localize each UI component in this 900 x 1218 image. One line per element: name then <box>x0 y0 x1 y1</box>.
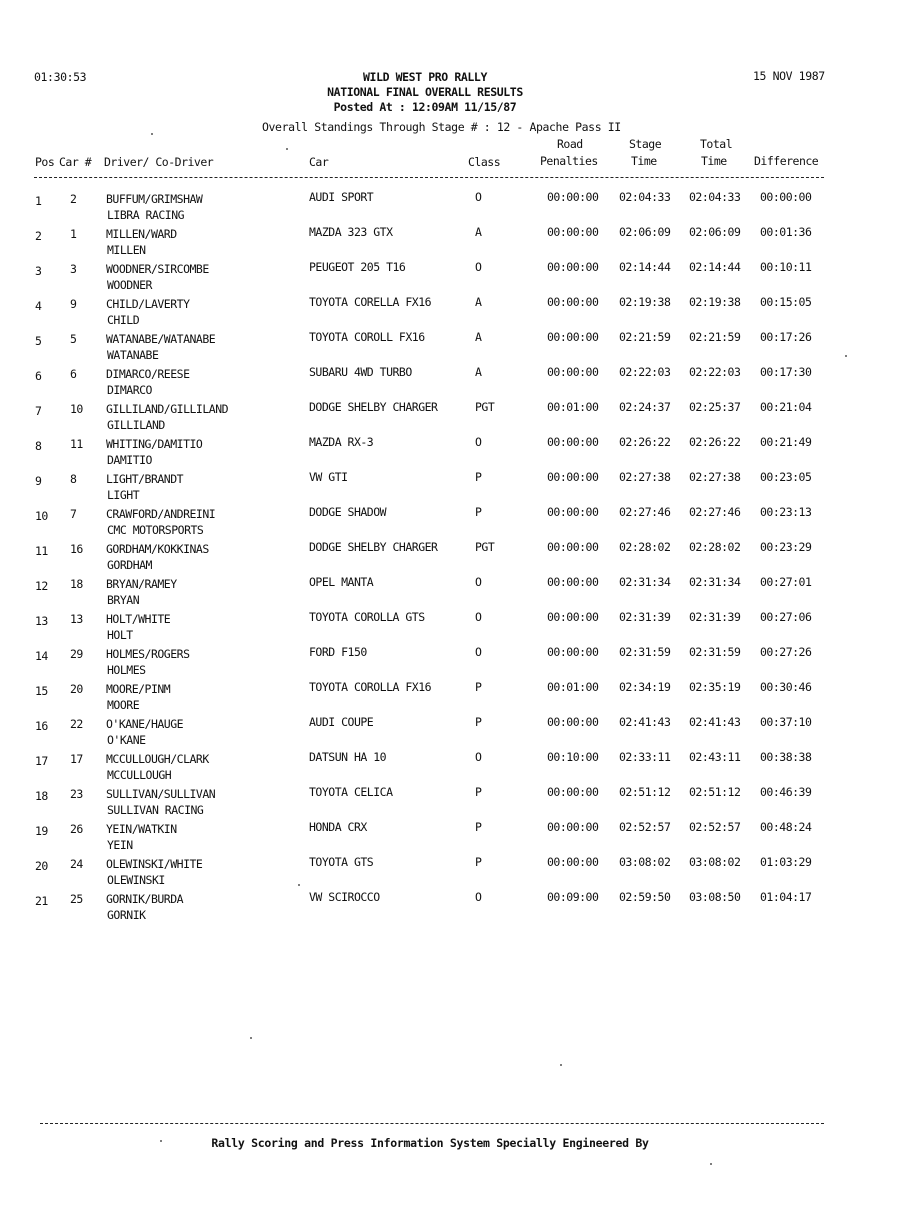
table-row <box>0 852 900 887</box>
table-row <box>0 187 900 222</box>
class-cell: O <box>475 750 482 764</box>
car-model-cell: FORD F150 <box>309 645 367 659</box>
table-row <box>0 502 900 537</box>
difference-cell: 00:23:05 <box>760 470 812 484</box>
class-cell: O <box>475 435 482 449</box>
penalties-cell: 00:00:00 <box>547 225 599 239</box>
report-subtitle: NATIONAL FINAL OVERALL RESULTS <box>327 85 523 99</box>
print-date: 15 NOV 1987 <box>753 69 825 83</box>
difference-cell: 00:37:10 <box>760 715 812 729</box>
class-cell: P <box>475 820 482 834</box>
stage-time-cell: 02:41:43 <box>619 715 671 729</box>
car-model-cell: DATSUN HA 10 <box>309 750 387 764</box>
total-time-cell: 02:41:43 <box>689 715 741 729</box>
class-cell: P <box>475 470 482 484</box>
car-model-cell: AUDI COUPE <box>309 715 374 729</box>
car-number-cell: 13 <box>70 612 83 626</box>
col-car: Car <box>309 155 329 169</box>
driver-cell: CRAWFORD/ANDREINI <box>106 507 216 521</box>
team-cell: GORDHAM <box>107 558 152 572</box>
scan-speck <box>560 1064 562 1066</box>
driver-cell: CHILD/LAVERTY <box>106 297 190 311</box>
col-penalties-top: Road <box>557 137 583 151</box>
penalties-cell: 00:00:00 <box>547 365 599 379</box>
pos-cell: 5 <box>35 334 42 348</box>
car-model-cell: TOYOTA COROLL FX16 <box>309 330 425 344</box>
total-time-cell: 02:31:39 <box>689 610 741 624</box>
difference-cell: 00:46:39 <box>760 785 812 799</box>
report-title: WILD WEST PRO RALLY <box>363 70 487 84</box>
class-cell: O <box>475 260 482 274</box>
table-row <box>0 397 900 432</box>
driver-cell: MCCULLOUGH/CLARK <box>106 752 209 766</box>
class-cell: P <box>475 680 482 694</box>
class-cell: O <box>475 575 482 589</box>
stage-time-cell: 02:27:46 <box>619 505 671 519</box>
driver-cell: BUFFUM/GRIMSHAW <box>106 192 203 206</box>
car-number-cell: 10 <box>70 402 83 416</box>
stage-time-cell: 02:34:19 <box>619 680 671 694</box>
team-cell: WOODNER <box>107 278 152 292</box>
footer-credit: Rally Scoring and Press Information System Specially Engineered By <box>211 1136 649 1150</box>
team-cell: LIGHT <box>107 488 140 502</box>
driver-cell: YEIN/WATKIN <box>106 822 177 836</box>
car-number-cell: 17 <box>70 752 83 766</box>
difference-cell: 00:27:06 <box>760 610 812 624</box>
pos-cell: 14 <box>35 649 48 663</box>
scan-speck <box>160 1140 162 1142</box>
team-cell: GILLILAND <box>107 418 165 432</box>
col-pos: Pos <box>35 155 55 169</box>
posted-at: Posted At : 12:09AM 11/15/87 <box>333 100 517 114</box>
total-time-cell: 02:27:38 <box>689 470 741 484</box>
total-time-cell: 02:06:09 <box>689 225 741 239</box>
penalties-cell: 00:00:00 <box>547 505 599 519</box>
car-model-cell: PEUGEOT 205 T16 <box>309 260 406 274</box>
table-row <box>0 887 900 922</box>
car-number-cell: 18 <box>70 577 83 591</box>
table-row <box>0 712 900 747</box>
col-total-top: Total <box>700 137 733 151</box>
penalties-cell: 00:00:00 <box>547 295 599 309</box>
col-difference: Difference <box>754 154 819 168</box>
difference-cell: 00:23:13 <box>760 505 812 519</box>
car-model-cell: AUDI SPORT <box>309 190 374 204</box>
print-time: 01:30:53 <box>34 70 87 84</box>
difference-cell: 00:01:36 <box>760 225 812 239</box>
col-stage-top: Stage <box>629 137 662 151</box>
stage-time-cell: 02:59:50 <box>619 890 671 904</box>
penalties-cell: 00:00:00 <box>547 190 599 204</box>
stage-time-cell: 02:06:09 <box>619 225 671 239</box>
col-class: Class <box>468 155 501 169</box>
pos-cell: 8 <box>35 439 42 453</box>
difference-cell: 00:10:11 <box>760 260 812 274</box>
class-cell: O <box>475 610 482 624</box>
difference-cell: 00:30:46 <box>760 680 812 694</box>
table-row <box>0 222 900 257</box>
driver-cell: GORDHAM/KOKKINAS <box>106 542 209 556</box>
team-cell: BRYAN <box>107 593 140 607</box>
team-cell: MILLEN <box>107 243 146 257</box>
team-cell: O'KANE <box>107 733 146 747</box>
car-number-cell: 22 <box>70 717 83 731</box>
car-model-cell: HONDA CRX <box>309 820 367 834</box>
car-model-cell: TOYOTA COROLLA FX16 <box>309 680 432 694</box>
total-time-cell: 02:28:02 <box>689 540 741 554</box>
team-cell: CMC MOTORSPORTS <box>107 523 204 537</box>
difference-cell: 01:03:29 <box>760 855 812 869</box>
car-model-cell: TOYOTA CORELLA FX16 <box>309 295 432 309</box>
col-total-bottom: Time <box>701 154 727 168</box>
class-cell: O <box>475 645 482 659</box>
stage-time-cell: 02:26:22 <box>619 435 671 449</box>
team-cell: CHILD <box>107 313 140 327</box>
penalties-cell: 00:09:00 <box>547 890 599 904</box>
pos-cell: 9 <box>35 474 42 488</box>
penalties-cell: 00:00:00 <box>547 540 599 554</box>
title-block <box>250 70 600 115</box>
difference-cell: 01:04:17 <box>760 890 812 904</box>
penalties-cell: 00:00:00 <box>547 435 599 449</box>
driver-cell: O'KANE/HAUGE <box>106 717 184 731</box>
driver-cell: BRYAN/RAMEY <box>106 577 177 591</box>
class-cell: P <box>475 785 482 799</box>
difference-cell: 00:23:29 <box>760 540 812 554</box>
difference-cell: 00:17:30 <box>760 365 812 379</box>
car-model-cell: OPEL MANTA <box>309 575 374 589</box>
table-row <box>0 817 900 852</box>
table-row <box>0 572 900 607</box>
total-time-cell: 02:31:34 <box>689 575 741 589</box>
class-cell: PGT <box>475 540 495 554</box>
total-time-cell: 02:25:37 <box>689 400 741 414</box>
driver-cell: SULLIVAN/SULLIVAN <box>106 787 216 801</box>
class-cell: P <box>475 715 482 729</box>
penalties-cell: 00:01:00 <box>547 400 599 414</box>
table-row <box>0 537 900 572</box>
car-model-cell: TOYOTA COROLLA GTS <box>309 610 425 624</box>
class-cell: P <box>475 505 482 519</box>
col-driver: Driver/ Co-Driver <box>104 155 214 169</box>
table-row <box>0 677 900 712</box>
penalties-cell: 00:00:00 <box>547 645 599 659</box>
team-cell: HOLT <box>107 628 133 642</box>
driver-cell: DIMARCO/REESE <box>106 367 190 381</box>
pos-cell: 10 <box>35 509 48 523</box>
car-number-cell: 2 <box>70 192 77 206</box>
table-row <box>0 432 900 467</box>
difference-cell: 00:00:00 <box>760 190 812 204</box>
total-time-cell: 02:35:19 <box>689 680 741 694</box>
penalties-cell: 00:00:00 <box>547 715 599 729</box>
penalties-cell: 00:10:00 <box>547 750 599 764</box>
total-time-cell: 03:08:02 <box>689 855 741 869</box>
car-model-cell: MAZDA 323 GTX <box>309 225 393 239</box>
team-cell: GORNIK <box>107 908 146 922</box>
driver-cell: MILLEN/WARD <box>106 227 177 241</box>
class-cell: A <box>475 295 482 309</box>
pos-cell: 15 <box>35 684 48 698</box>
pos-cell: 3 <box>35 264 42 278</box>
difference-cell: 00:48:24 <box>760 820 812 834</box>
stage-time-cell: 02:31:59 <box>619 645 671 659</box>
table-row <box>0 327 900 362</box>
car-model-cell: TOYOTA CELICA <box>309 785 393 799</box>
stage-time-cell: 02:14:44 <box>619 260 671 274</box>
total-time-cell: 02:43:11 <box>689 750 741 764</box>
col-car-number: Car # <box>59 155 92 169</box>
stage-time-cell: 02:04:33 <box>619 190 671 204</box>
stage-time-cell: 02:52:57 <box>619 820 671 834</box>
col-stage-bottom: Time <box>631 154 657 168</box>
stage-time-cell: 02:21:59 <box>619 330 671 344</box>
driver-cell: WHITING/DAMITIO <box>106 437 203 451</box>
team-cell: MOORE <box>107 698 140 712</box>
car-model-cell: VW SCIROCCO <box>309 890 380 904</box>
car-number-cell: 1 <box>70 227 77 241</box>
stage-time-cell: 02:24:37 <box>619 400 671 414</box>
header-separator <box>34 177 824 178</box>
car-model-cell: SUBARU 4WD TURBO <box>309 365 412 379</box>
table-row <box>0 642 900 677</box>
penalties-cell: 00:00:00 <box>547 820 599 834</box>
difference-cell: 00:27:01 <box>760 575 812 589</box>
scan-speck <box>250 1037 252 1039</box>
car-model-cell: DODGE SHELBY CHARGER <box>309 540 438 554</box>
driver-cell: HOLT/WHITE <box>106 612 171 626</box>
pos-cell: 11 <box>35 544 48 558</box>
team-cell: WATANABE <box>107 348 159 362</box>
car-number-cell: 25 <box>70 892 83 906</box>
difference-cell: 00:21:04 <box>760 400 812 414</box>
car-number-cell: 29 <box>70 647 83 661</box>
car-number-cell: 8 <box>70 472 77 486</box>
total-time-cell: 03:08:50 <box>689 890 741 904</box>
difference-cell: 00:38:38 <box>760 750 812 764</box>
car-number-cell: 6 <box>70 367 77 381</box>
table-row <box>0 747 900 782</box>
total-time-cell: 02:14:44 <box>689 260 741 274</box>
car-model-cell: VW GTI <box>309 470 348 484</box>
stage-time-cell: 02:51:12 <box>619 785 671 799</box>
stage-time-cell: 02:27:38 <box>619 470 671 484</box>
car-model-cell: MAZDA RX-3 <box>309 435 374 449</box>
driver-cell: HOLMES/ROGERS <box>106 647 190 661</box>
penalties-cell: 00:01:00 <box>547 680 599 694</box>
pos-cell: 6 <box>35 369 42 383</box>
car-number-cell: 3 <box>70 262 77 276</box>
car-number-cell: 24 <box>70 857 83 871</box>
penalties-cell: 00:00:00 <box>547 785 599 799</box>
total-time-cell: 02:21:59 <box>689 330 741 344</box>
driver-cell: GORNIK/BURDA <box>106 892 184 906</box>
difference-cell: 00:21:49 <box>760 435 812 449</box>
driver-cell: WOODNER/SIRCOMBE <box>106 262 209 276</box>
car-number-cell: 5 <box>70 332 77 346</box>
car-number-cell: 26 <box>70 822 83 836</box>
difference-cell: 00:17:26 <box>760 330 812 344</box>
pos-cell: 13 <box>35 614 48 628</box>
col-penalties-bottom: Penalties <box>540 154 598 168</box>
penalties-cell: 00:00:00 <box>547 330 599 344</box>
driver-cell: MOORE/PINM <box>106 682 171 696</box>
table-row <box>0 257 900 292</box>
car-number-cell: 16 <box>70 542 83 556</box>
stage-time-cell: 02:31:39 <box>619 610 671 624</box>
team-cell: LIBRA RACING <box>107 208 185 222</box>
table-row <box>0 292 900 327</box>
standings-line: Overall Standings Through Stage # : 12 - Apache Pass II <box>262 120 621 134</box>
car-number-cell: 7 <box>70 507 77 521</box>
pos-cell: 1 <box>35 194 42 208</box>
stage-time-cell: 03:08:02 <box>619 855 671 869</box>
team-cell: OLEWINSKI <box>107 873 165 887</box>
car-number-cell: 11 <box>70 437 83 451</box>
scan-speck <box>710 1163 712 1165</box>
pos-cell: 20 <box>35 859 48 873</box>
class-cell: A <box>475 225 482 239</box>
stage-time-cell: 02:28:02 <box>619 540 671 554</box>
stage-time-cell: 02:22:03 <box>619 365 671 379</box>
car-model-cell: DODGE SHELBY CHARGER <box>309 400 438 414</box>
total-time-cell: 02:51:12 <box>689 785 741 799</box>
scan-speck <box>151 133 153 135</box>
total-time-cell: 02:52:57 <box>689 820 741 834</box>
driver-cell: OLEWINSKI/WHITE <box>106 857 203 871</box>
pos-cell: 21 <box>35 894 48 908</box>
car-model-cell: DODGE SHADOW <box>309 505 387 519</box>
class-cell: P <box>475 855 482 869</box>
car-number-cell: 9 <box>70 297 77 311</box>
team-cell: MCCULLOUGH <box>107 768 172 782</box>
class-cell: A <box>475 330 482 344</box>
class-cell: O <box>475 890 482 904</box>
pos-cell: 2 <box>35 229 42 243</box>
table-row <box>0 782 900 817</box>
team-cell: SULLIVAN RACING <box>107 803 204 817</box>
table-row <box>0 607 900 642</box>
team-cell: HOLMES <box>107 663 146 677</box>
driver-cell: WATANABE/WATANABE <box>106 332 216 346</box>
total-time-cell: 02:22:03 <box>689 365 741 379</box>
scan-speck <box>845 355 847 357</box>
pos-cell: 17 <box>35 754 48 768</box>
footer-separator <box>40 1123 824 1124</box>
class-cell: PGT <box>475 400 495 414</box>
class-cell: A <box>475 365 482 379</box>
total-time-cell: 02:31:59 <box>689 645 741 659</box>
difference-cell: 00:15:05 <box>760 295 812 309</box>
penalties-cell: 00:00:00 <box>547 470 599 484</box>
driver-cell: LIGHT/BRANDT <box>106 472 184 486</box>
table-row <box>0 362 900 397</box>
pos-cell: 12 <box>35 579 48 593</box>
scan-speck <box>286 148 288 150</box>
total-time-cell: 02:27:46 <box>689 505 741 519</box>
stage-time-cell: 02:31:34 <box>619 575 671 589</box>
stage-time-cell: 02:33:11 <box>619 750 671 764</box>
total-time-cell: 02:04:33 <box>689 190 741 204</box>
pos-cell: 19 <box>35 824 48 838</box>
penalties-cell: 00:00:00 <box>547 855 599 869</box>
total-time-cell: 02:19:38 <box>689 295 741 309</box>
class-cell: O <box>475 190 482 204</box>
table-row <box>0 467 900 502</box>
pos-cell: 7 <box>35 404 42 418</box>
team-cell: DIMARCO <box>107 383 152 397</box>
pos-cell: 4 <box>35 299 42 313</box>
driver-cell: GILLILAND/GILLILAND <box>106 402 229 416</box>
team-cell: DAMITIO <box>107 453 152 467</box>
team-cell: YEIN <box>107 838 133 852</box>
penalties-cell: 00:00:00 <box>547 610 599 624</box>
penalties-cell: 00:00:00 <box>547 575 599 589</box>
car-number-cell: 23 <box>70 787 83 801</box>
car-model-cell: TOYOTA GTS <box>309 855 374 869</box>
total-time-cell: 02:26:22 <box>689 435 741 449</box>
car-number-cell: 20 <box>70 682 83 696</box>
stage-time-cell: 02:19:38 <box>619 295 671 309</box>
scan-speck <box>298 884 300 886</box>
pos-cell: 18 <box>35 789 48 803</box>
pos-cell: 16 <box>35 719 48 733</box>
difference-cell: 00:27:26 <box>760 645 812 659</box>
penalties-cell: 00:00:00 <box>547 260 599 274</box>
